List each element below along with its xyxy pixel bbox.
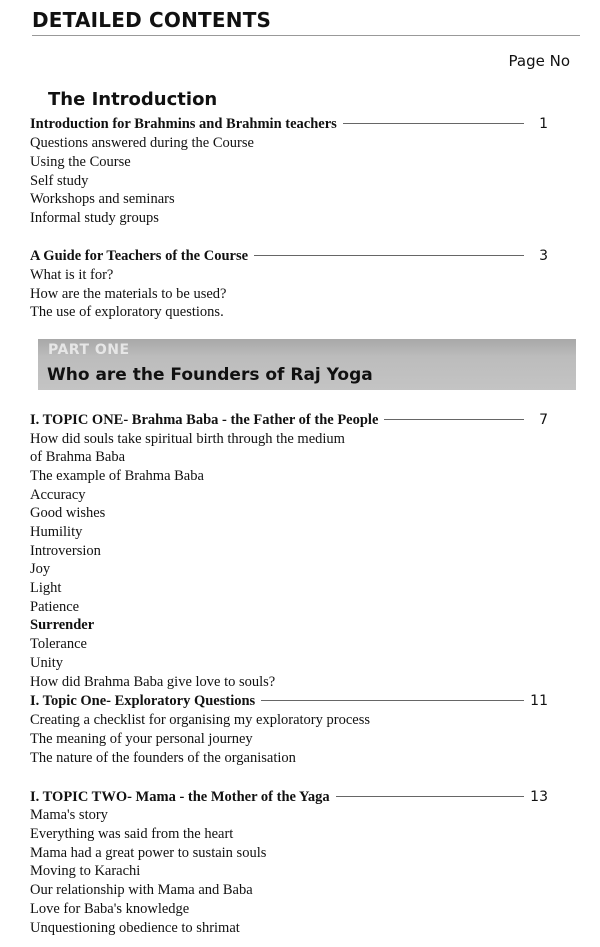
page-number-column-label: Page No bbox=[508, 52, 570, 70]
toc-subitem: Love for Baba's knowledge bbox=[30, 901, 190, 917]
toc-subitem: Creating a checklist for organising my exploratory process bbox=[30, 712, 370, 728]
toc-page-number: 7 bbox=[539, 412, 548, 428]
toc-subitem: Introversion bbox=[30, 543, 101, 559]
toc-subitem: Mama's story bbox=[30, 807, 108, 823]
toc-entry-topic-one[interactable] bbox=[30, 411, 548, 430]
toc-subitem: Everything was said from the heart bbox=[30, 826, 234, 842]
toc-subitem: Good wishes bbox=[30, 505, 106, 521]
toc-entry-guide-teachers[interactable] bbox=[30, 247, 548, 266]
toc-subitem: Mama had a great power to sustain souls bbox=[30, 845, 267, 861]
toc-entry-topic-two[interactable] bbox=[30, 788, 548, 807]
toc-page-number: 13 bbox=[530, 789, 548, 805]
introduction-heading: The Introduction bbox=[48, 89, 218, 110]
part-one-banner bbox=[38, 339, 576, 390]
toc-subitem: Accuracy bbox=[30, 487, 86, 503]
toc-subitem: How did Brahma Baba give love to souls? bbox=[30, 674, 276, 690]
toc-subitem: Joy bbox=[30, 561, 51, 577]
toc-subitem: The example of Brahma Baba bbox=[30, 468, 204, 484]
part-label: PART ONE bbox=[48, 342, 130, 358]
toc-subitem: Self study bbox=[30, 173, 89, 189]
leader-line bbox=[343, 123, 524, 124]
leader-line bbox=[336, 796, 524, 797]
toc-subitem: Unity bbox=[30, 655, 64, 671]
leader-line bbox=[254, 255, 524, 256]
toc-subitem: Our relationship with Mama and Baba bbox=[30, 882, 253, 898]
leader-line bbox=[261, 700, 524, 701]
toc-entry-title: I. TOPIC ONE- Brahma Baba - the Father of the People bbox=[30, 412, 379, 428]
toc-subitem: Questions answered during the Course bbox=[30, 135, 254, 151]
toc-subitem: Light bbox=[30, 580, 62, 596]
leader-line bbox=[384, 419, 524, 420]
toc-entry-title: I. Topic One- Exploratory Questions bbox=[30, 693, 256, 709]
toc-subitem: Unquestioning obedience to shrimat bbox=[30, 920, 240, 936]
toc-subitem-bold: Surrender bbox=[30, 617, 95, 633]
toc-entry-topic-one-questions[interactable] bbox=[30, 692, 548, 711]
toc-page-number: 1 bbox=[539, 116, 548, 132]
toc-subitem: Tolerance bbox=[30, 636, 87, 652]
toc-subitem: The nature of the founders of the organisation bbox=[30, 750, 296, 766]
toc-subitem: How did souls take spiritual birth through the medium bbox=[30, 431, 345, 447]
toc-subitem: What is it for? bbox=[30, 267, 114, 283]
toc-subitem: Humility bbox=[30, 524, 83, 540]
toc-subitem: The use of exploratory questions. bbox=[30, 304, 224, 320]
part-title: Who are the Founders of Raj Yoga bbox=[47, 365, 373, 385]
page-title: DETAILED CONTENTS bbox=[32, 8, 580, 36]
toc-subitem: Moving to Karachi bbox=[30, 863, 141, 879]
toc-page-number: 11 bbox=[530, 693, 548, 709]
toc-entry-title: I. TOPIC TWO- Mama - the Mother of the Yaga bbox=[30, 789, 330, 805]
toc-subitem: Patience bbox=[30, 599, 80, 615]
toc-subitem: How are the materials to be used? bbox=[30, 286, 227, 302]
toc-subitem: The meaning of your personal journey bbox=[30, 731, 253, 747]
toc-page-number: 3 bbox=[539, 248, 548, 264]
toc-subitem: of Brahma Baba bbox=[30, 449, 126, 465]
toc-subitem: Informal study groups bbox=[30, 210, 159, 226]
toc-entry-title: Introduction for Brahmins and Brahmin teachers bbox=[30, 116, 337, 132]
toc-subitem: Workshops and seminars bbox=[30, 191, 175, 207]
toc-subitem: Using the Course bbox=[30, 154, 131, 170]
toc-entry-title: A Guide for Teachers of the Course bbox=[30, 248, 249, 264]
toc-entry-intro-brahmins[interactable] bbox=[30, 115, 548, 134]
